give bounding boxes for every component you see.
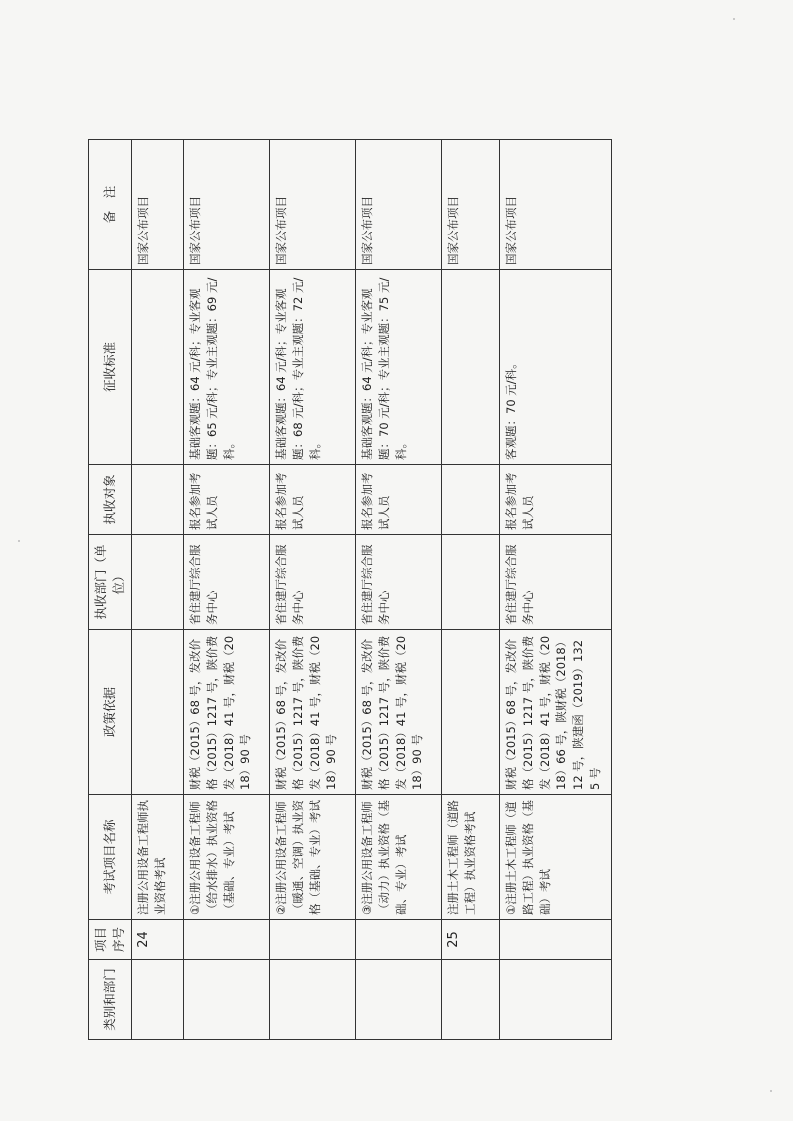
header-category: 类别和部门 (89, 960, 132, 1040)
cell-target: 报名参加考试人员 (184, 465, 270, 535)
rotated-table-wrapper (88, 140, 608, 1040)
table-row (356, 140, 442, 1040)
cell-note: 国家公布项目 (500, 140, 612, 270)
scan-speck (18, 540, 20, 542)
cell-seq: 24 (132, 920, 184, 960)
cell-note: 国家公布项目 (184, 140, 270, 270)
cell-target: 报名参加考试人员 (500, 465, 612, 535)
cell-dept: 省住建厅综合服务中心 (270, 535, 356, 630)
cell-target (132, 465, 184, 535)
table-row (270, 140, 356, 1040)
header-exam-name: 考试项目名称 (89, 795, 132, 920)
cell-note: 国家公布项目 (356, 140, 442, 270)
cell-dept (442, 535, 500, 630)
cell-dept: 省住建厅综合服务中心 (500, 535, 612, 630)
cell-policy (442, 630, 500, 795)
cell-policy: 财税（2015）68 号，发改价格（2015）1217 号，陕价费发（2018）41 号，财税（2018）90 号 (270, 630, 356, 795)
table-row (132, 140, 184, 1040)
cell-seq (356, 920, 442, 960)
cell-standard (442, 270, 500, 465)
cell-standard: 基础客观题：64 元/科；专业客观题：70 元/科；专业主观题：75 元/科。 (356, 270, 442, 465)
header-standard: 征收标准 (89, 270, 132, 465)
header-target: 执收对象 (89, 465, 132, 535)
cell-note: 国家公布项目 (132, 140, 184, 270)
cell-note: 国家公布项目 (270, 140, 356, 270)
cell-note: 国家公布项目 (442, 140, 500, 270)
cell-policy: 财税（2015）68 号，发改价格（2015）1217 号，陕价费发（2018）41 号，财税（2018）66 号，陕财税（2018）12 号，陕建函（2019）1325 号 (500, 630, 612, 795)
cell-dept (132, 535, 184, 630)
table-row (442, 140, 500, 1040)
cell-target: 报名参加考试人员 (356, 465, 442, 535)
table-row (500, 140, 612, 1040)
cell-standard: 客观题：70 元/科。 (500, 270, 612, 465)
cell-seq (270, 920, 356, 960)
cell-policy: 财税（2015）68 号，发改价格（2015）1217 号，陕价费发（2018）41 号，财税（2018）90 号 (184, 630, 270, 795)
scan-speck (733, 18, 735, 20)
cell-exam-name: ①注册公用设备工程师（给水排水）执业资格（基础、专业）考试 (184, 795, 270, 920)
header-note: 备 注 (89, 140, 132, 270)
cell-target: 报名参加考试人员 (270, 465, 356, 535)
cell-exam-name: ②注册公用设备工程师（暖通、空调）执业资格（基础、专业）考试 (270, 795, 356, 920)
cell-standard: 基础客观题：64 元/科；专业客观题：65 元/科；专业主观题：69 元/科。 (184, 270, 270, 465)
cell-exam-name: 注册土木工程师（道路工程）执业资格考试 (442, 795, 500, 920)
cell-dept: 省住建厅综合服务中心 (184, 535, 270, 630)
header-dept: 执收部门（单位） (89, 535, 132, 630)
cell-seq (184, 920, 270, 960)
cell-category (356, 960, 442, 1040)
scan-speck (770, 1090, 772, 1092)
cell-standard: 基础客观题：64 元/科；专业客观题：68 元/科；专业主观题：72 元/科。 (270, 270, 356, 465)
cell-seq: 25 (442, 920, 500, 960)
cell-policy: 财税（2015）68 号，发改价格（2015）1217 号，陕价费发（2018）41 号，财税（2018）90 号 (356, 630, 442, 795)
cell-category (442, 960, 500, 1040)
fee-standard-table (88, 139, 612, 1040)
cell-dept: 省住建厅综合服务中心 (356, 535, 442, 630)
cell-standard (132, 270, 184, 465)
cell-exam-name: ①注册土木工程师（道路工程）执业资格（基础）考试 (500, 795, 612, 920)
cell-seq (500, 920, 612, 960)
cell-policy (132, 630, 184, 795)
cell-category (184, 960, 270, 1040)
header-seq: 项目序号 (89, 920, 132, 960)
header-row (89, 140, 132, 1040)
header-policy: 政策依据 (89, 630, 132, 795)
cell-exam-name: ③注册公用设备工程师（动力）执业资格（基础、专业）考试 (356, 795, 442, 920)
cell-exam-name: 注册公用设备工程师执业资格考试 (132, 795, 184, 920)
cell-category (270, 960, 356, 1040)
cell-target (442, 465, 500, 535)
table-row (184, 140, 270, 1040)
cell-category (132, 960, 184, 1040)
cell-category (500, 960, 612, 1040)
